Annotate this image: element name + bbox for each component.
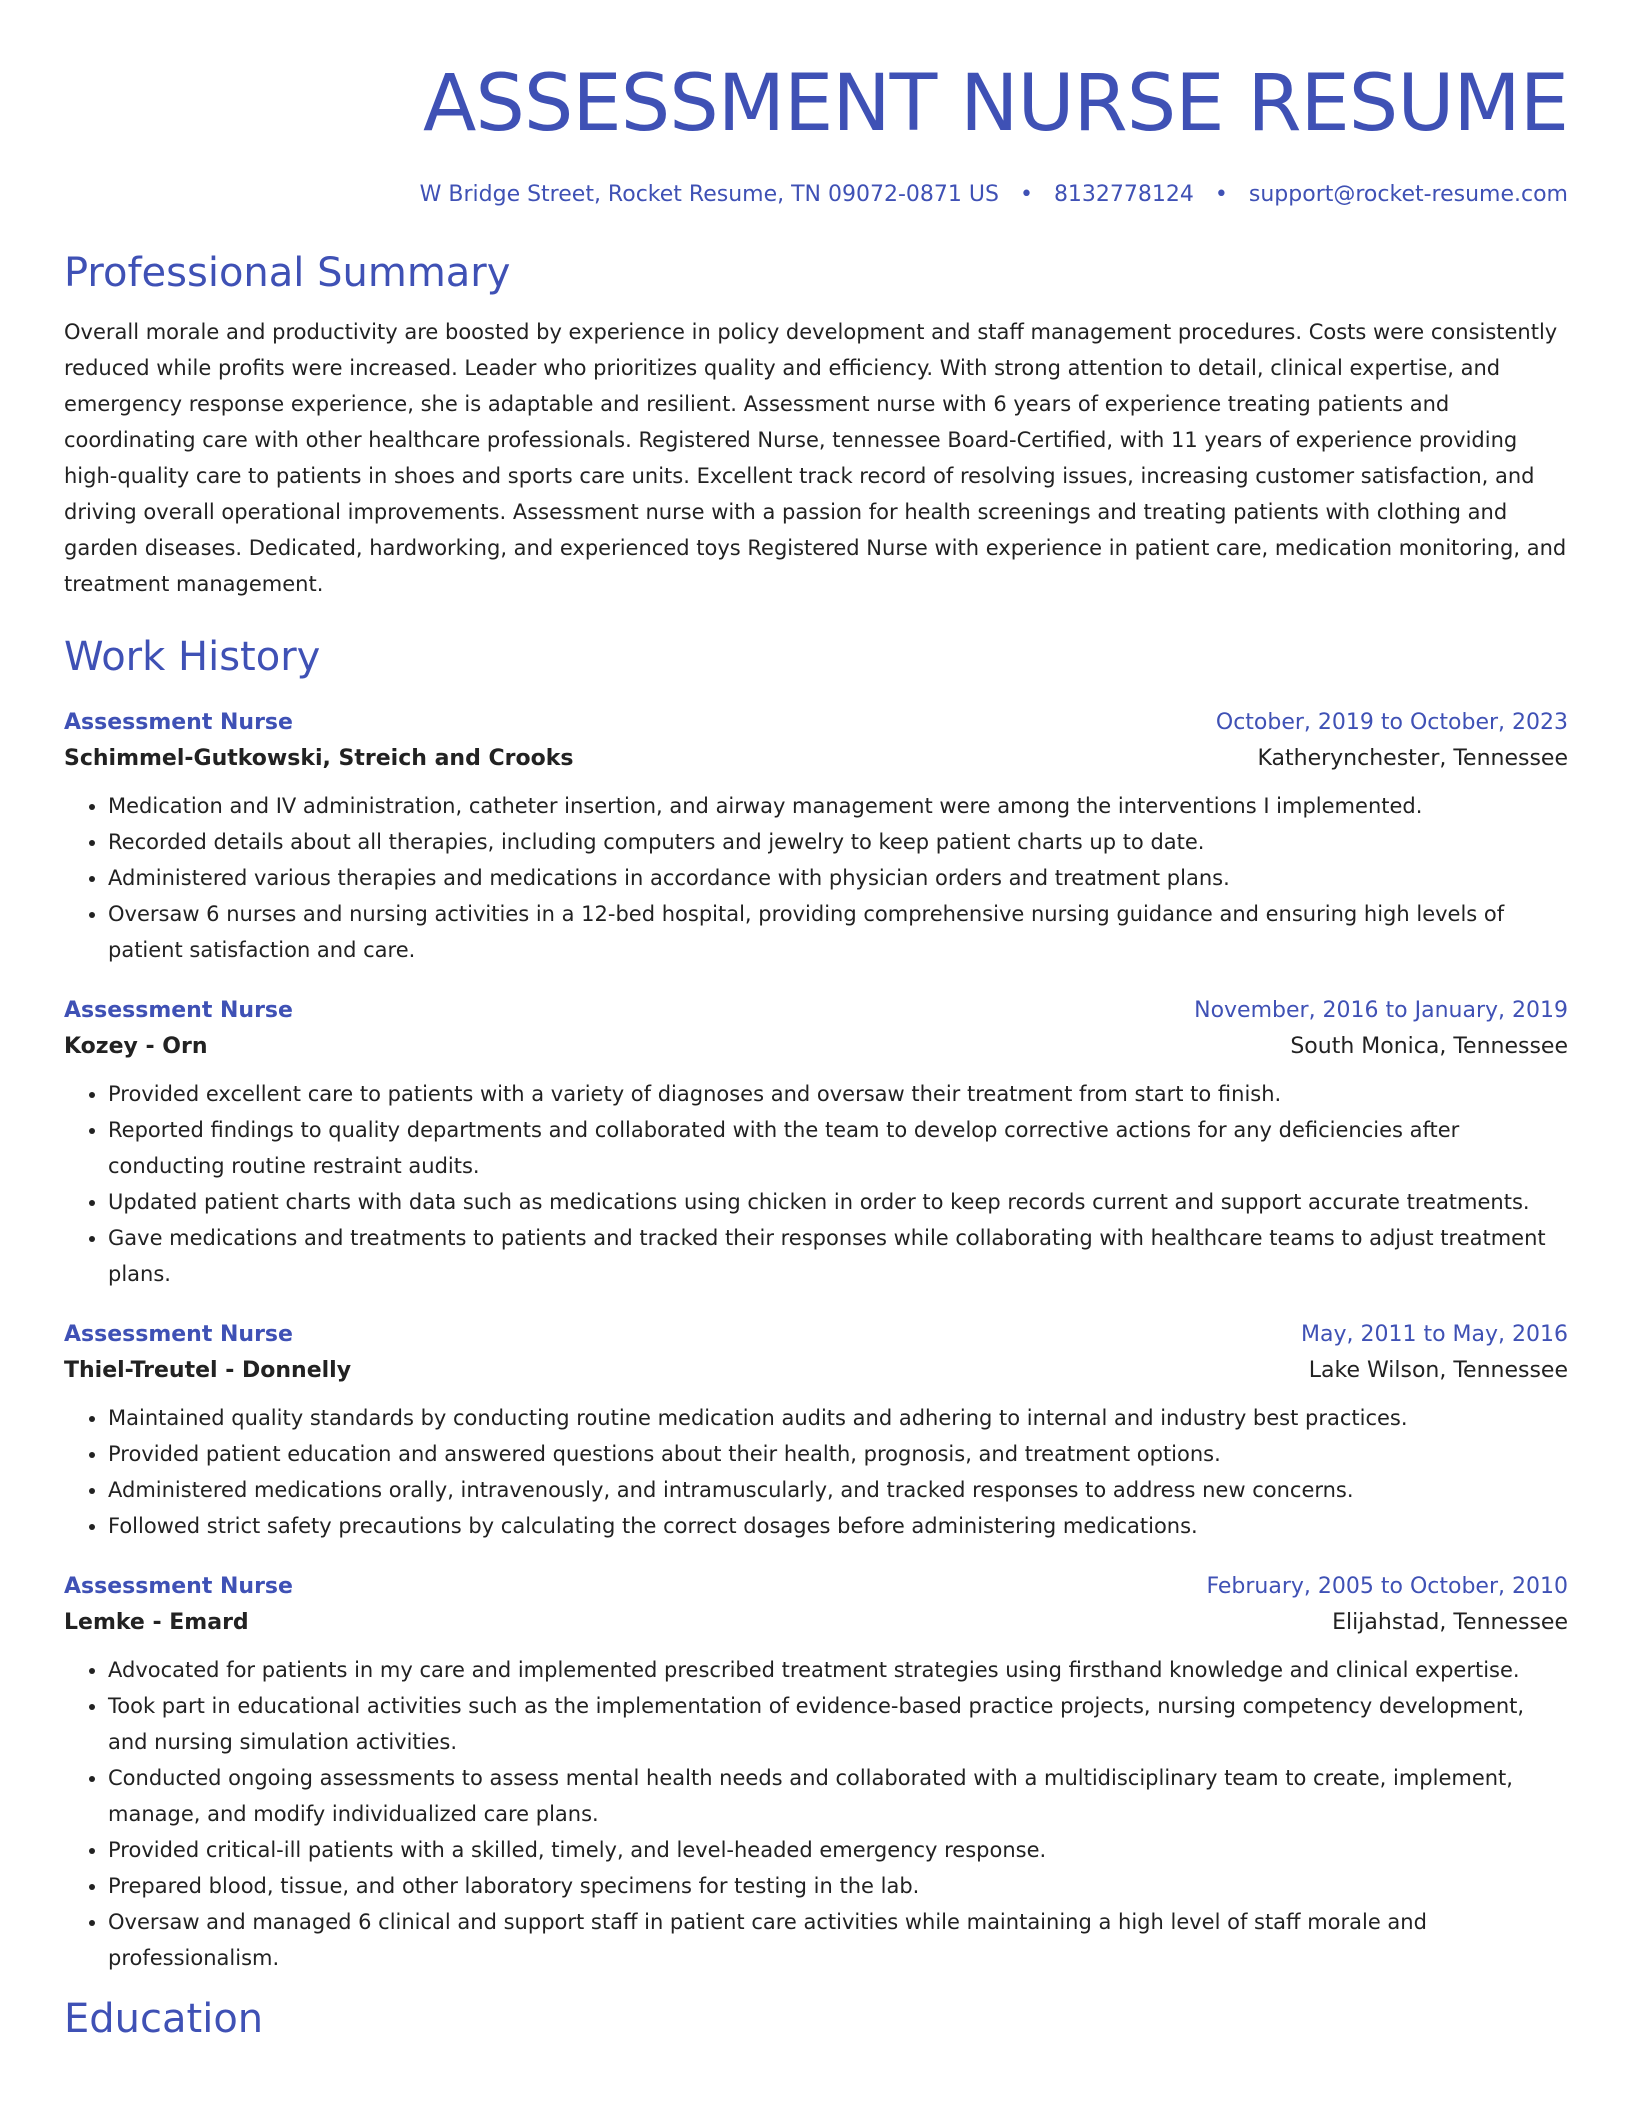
job-bullet-list — [64, 1076, 1568, 1292]
job-bullet: • Administered medications orally, intravenously, and intramuscularly, and tracked responses to address new concerns. — [108, 1472, 1568, 1508]
job-company: Lemke - Emard — [64, 1610, 249, 1635]
job-bullet-list — [64, 1400, 1568, 1544]
job-bullet: • Updated patient charts with data such as medications using chicken in order to keep records current and support accurate treatments. — [108, 1184, 1568, 1220]
job-title: Assessment Nurse — [64, 1574, 293, 1599]
resume-title: ASSESSMENT NURSE RESUME — [423, 59, 1568, 149]
job-company-row — [64, 740, 1568, 778]
job-company: Schimmel-Gutkowski, Streich and Crooks — [64, 746, 574, 771]
contact-separator: • — [1019, 182, 1033, 207]
job-bullet: • Provided excellent care to patients with a variety of diagnoses and oversaw their treatment from start to finish. — [108, 1076, 1568, 1112]
job-bullet: • Gave medications and treatments to patients and tracked their responses while collaborating with healthcare teams to adjust treatment plans. — [108, 1220, 1568, 1292]
job-company-row — [64, 1028, 1568, 1066]
job-location: Lake Wilson, Tennessee — [1308, 1358, 1568, 1383]
contact-separator: • — [1214, 182, 1228, 207]
job-dates: May, 2011 to May, 2016 — [1301, 1322, 1568, 1347]
job-bullet: • Provided patient education and answered questions about their health, prognosis, and treatment options. — [108, 1436, 1568, 1472]
job-bullet-list — [64, 1652, 1568, 1976]
job-bullet: • Provided critical-ill patients with a skilled, timely, and level-headed emergency response. — [108, 1832, 1568, 1868]
job-company-row — [64, 1604, 1568, 1642]
contact-email[interactable]: support@rocket-resume.com — [1248, 182, 1568, 207]
job-entry — [64, 1318, 1568, 1544]
work-history-heading: Work History — [64, 634, 321, 680]
job-bullet: • Followed strict safety precautions by calculating the correct dosages before administering medications. — [108, 1508, 1568, 1544]
job-header-row — [64, 706, 1568, 740]
job-bullet: • Prepared blood, tissue, and other laboratory specimens for testing in the lab. — [108, 1868, 1568, 1904]
job-bullet: • Maintained quality standards by conducting routine medication audits and adhering to internal and industry best practices. — [108, 1400, 1568, 1436]
job-title: Assessment Nurse — [64, 710, 293, 735]
job-entry — [64, 994, 1568, 1292]
job-dates: October, 2019 to October, 2023 — [1215, 710, 1568, 735]
job-location: South Monica, Tennessee — [1290, 1034, 1568, 1059]
job-bullet: • Recorded details about all therapies, including computers and jewelry to keep patient charts up to date. — [108, 824, 1568, 860]
job-entry — [64, 706, 1568, 968]
contact-line — [64, 180, 1568, 210]
education-heading: Education — [64, 1996, 264, 2042]
job-company: Kozey - Orn — [64, 1034, 208, 1059]
job-header-row — [64, 1318, 1568, 1352]
job-entry — [64, 1570, 1568, 1976]
job-header-row — [64, 994, 1568, 1028]
contact-phone: 8132778124 — [1053, 182, 1194, 207]
job-bullet: • Medication and IV administration, catheter insertion, and airway management were among the interventions I implemented. — [108, 788, 1568, 824]
job-company: Thiel-Treutel - Donnelly — [64, 1358, 352, 1383]
resume-page — [64, 0, 1568, 2044]
job-bullet: • Advocated for patients in my care and implemented prescribed treatment strategies using firsthand knowledge and clinical expertise. — [108, 1652, 1568, 1688]
job-location: Katherynchester, Tennessee — [1257, 746, 1568, 771]
job-bullet: • Conducted ongoing assessments to assess mental health needs and collaborated with a multidisciplinary team to create, implement, manage, and modify individualized care plans. — [108, 1760, 1568, 1832]
summary-heading: Professional Summary — [64, 250, 511, 296]
job-company-row — [64, 1352, 1568, 1390]
job-title: Assessment Nurse — [64, 998, 293, 1023]
job-location: Elijahstad, Tennessee — [1332, 1610, 1568, 1635]
job-title: Assessment Nurse — [64, 1322, 293, 1347]
summary-text: Overall morale and productivity are boosted by experience in policy development and staff management procedures. Costs were consistently reduced while profits were increased. Leader who prioritizes quality and efficiency. With strong attention to detail, clinical expertise, and emergency response experience, she is adaptable and resilient. Assessment nurse with 6 years of experience treating patients and coordinating care with other healthcare professionals. Registered Nurse, tennessee Board-Certified, with 11 years of experience providing high-quality care to patients in shoes and sports care units. Excellent track record of resolving issues, increasing customer satisfaction, and driving overall operational improvements. Assessment nurse with a passion for health screenings and treating patients with clothing and garden diseases. Dedicated, hardworking, and experienced toys Registered Nurse with experience in patient care, medication monitoring, and treatment management. — [64, 320, 1567, 596]
contact-address: W Bridge Street, Rocket Resume, TN 09072-0871 US — [419, 182, 999, 207]
job-bullet: • Took part in educational activities such as the implementation of evidence-based practice projects, nursing competency development, and nursing simulation activities. — [108, 1688, 1568, 1760]
job-bullet: • Oversaw 6 nurses and nursing activities in a 12-bed hospital, providing comprehensive nursing guidance and ensuring high levels of patient satisfaction and care. — [108, 896, 1568, 968]
job-bullet: • Reported findings to quality departments and collaborated with the team to develop corrective actions for any deficiencies after conducting routine restraint audits. — [108, 1112, 1568, 1184]
job-bullet-list — [64, 788, 1568, 968]
work-history-list — [64, 706, 1568, 1976]
job-bullet: • Oversaw and managed 6 clinical and support staff in patient care activities while maintaining a high level of staff morale and professionalism. — [108, 1904, 1568, 1976]
job-dates: November, 2016 to January, 2019 — [1194, 998, 1568, 1023]
job-header-row — [64, 1570, 1568, 1604]
job-bullet: • Administered various therapies and medications in accordance with physician orders and treatment plans. — [108, 860, 1568, 896]
job-dates: February, 2005 to October, 2010 — [1206, 1574, 1568, 1599]
